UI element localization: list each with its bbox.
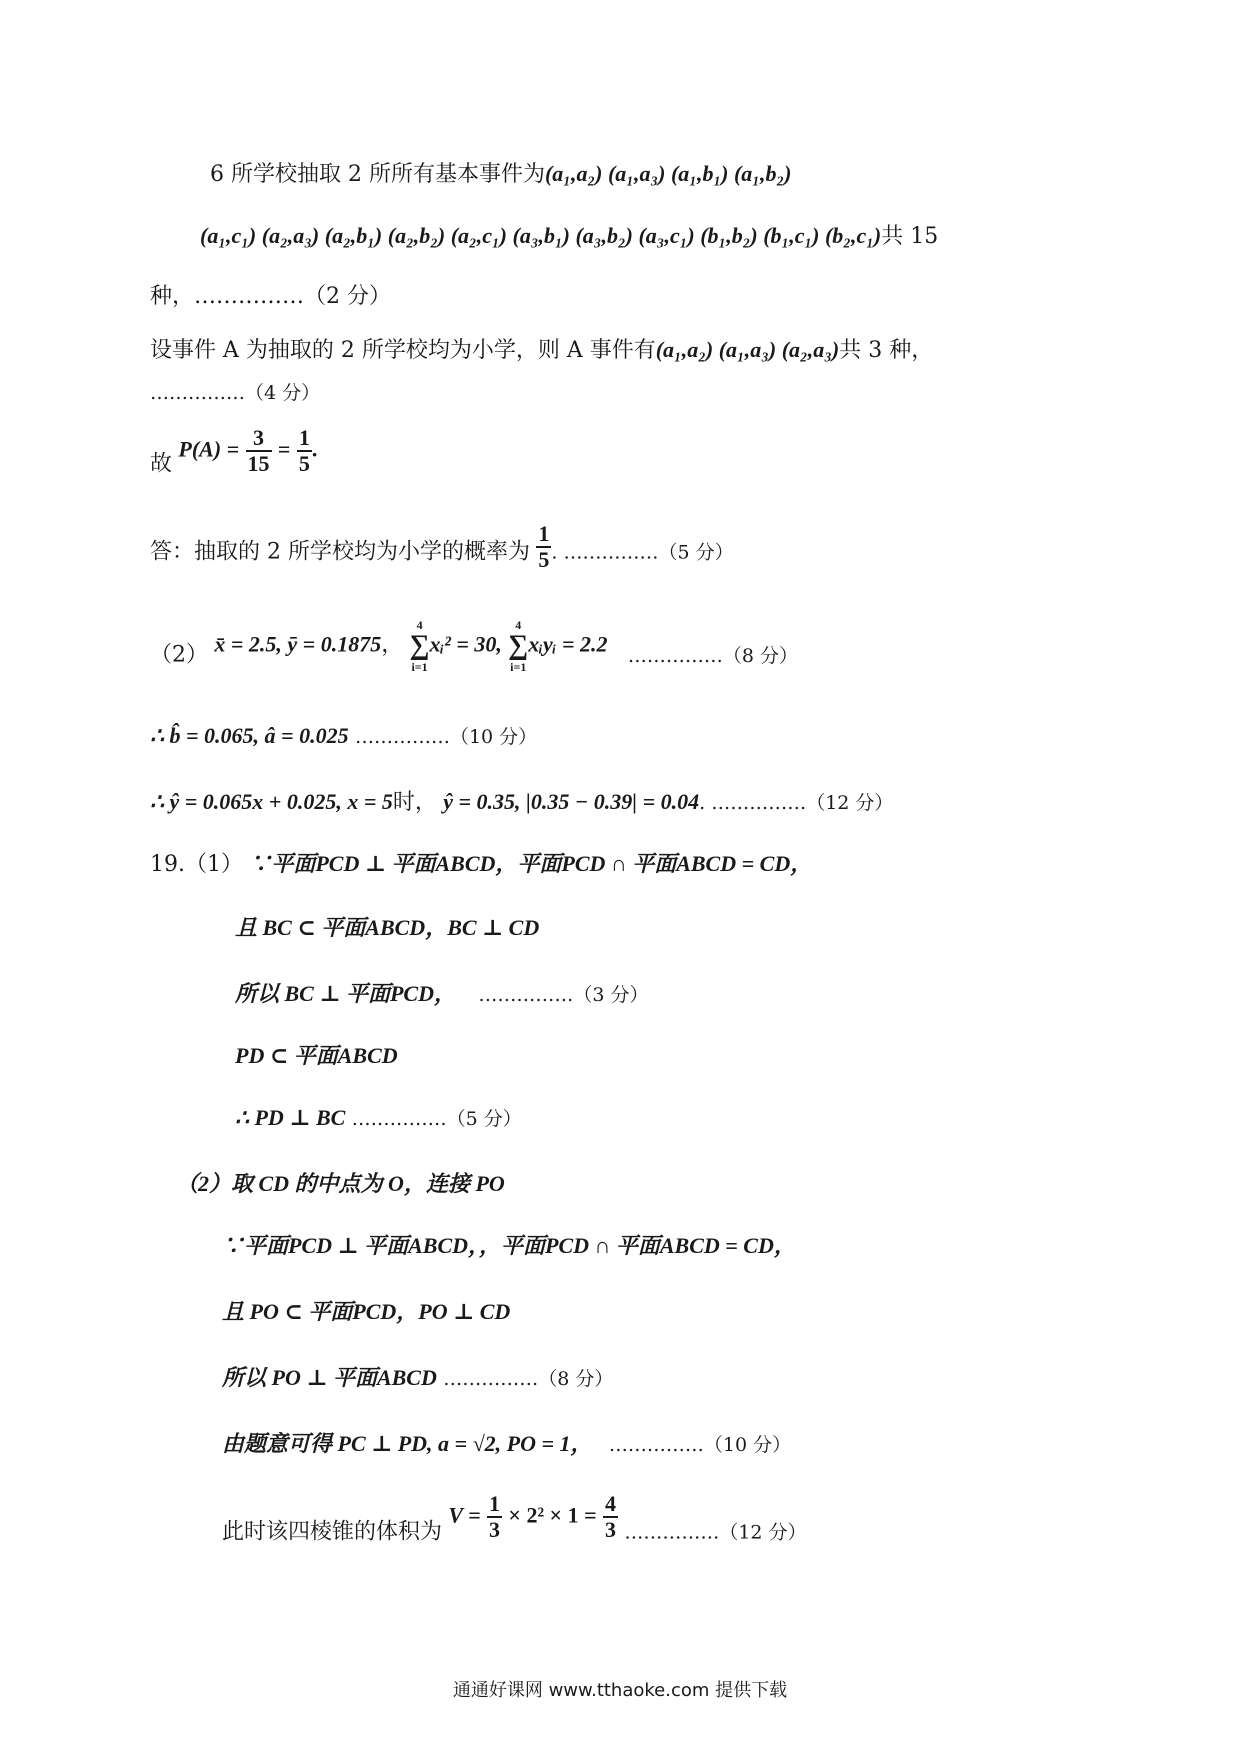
sum-symbol: 4 ∑ i=1 <box>409 618 430 674</box>
q19-part2-line5: 由题意可得 PC ⊥ PD, a = √2, PO = 1， ……………（10 分） <box>222 1431 792 1456</box>
q19-part2-line2: ∵平面PCD ⊥ 平面ABCD，，平面PCD ∩ 平面ABCD = CD， <box>222 1233 796 1258</box>
event-pairs-second: (a₁,c₁) (a₂,a₃) (a₂,b₁) (a₂,b₂) (a₂,c₁) (a₃,b₁) (a₃,b₂) (a₃,c₁) (b₁,b₂) (b₁,c₁) (b₂,c₁) <box>200 223 882 248</box>
score-line: ……………（4 分） <box>150 382 321 404</box>
event-a-line: 设事件 A 为抽取的 2 所学校均为小学，则 A 事件有(a₁,a₂) (a₁,a₃) (a₂,a₃)共 3 种， <box>150 337 934 363</box>
q19-part2-line3: 且 PO ⊂ 平面PCD，PO ⊥ CD <box>222 1299 511 1324</box>
prediction-line: ∴ ŷ = 0.065x + 0.025, x = 5时， ŷ = 0.35, |0.35 − 0.39| = 0.04. ……………（12 分） <box>150 789 894 815</box>
event-a-pairs: (a₁,a₂) (a₁,a₃) (a₂,a₃) <box>655 337 840 362</box>
q19-part1-line1: 19.（1） ∵平面PCD ⊥ 平面ABCD，平面PCD ∩ 平面ABCD = CD， <box>150 851 813 877</box>
fraction: $\frac{1}{5}$ <box>298 425 310 476</box>
sum-symbol: 4 ∑ i=1 <box>508 618 529 674</box>
fraction: $\frac{3}{15}$ <box>247 425 270 476</box>
q19-part1-line3: 所以 BC ⊥ 平面PCD， ……………（3 分） <box>235 981 649 1006</box>
q19-part1-line2: 且 BC ⊂ 平面ABCD，BC ⊥ CD <box>235 915 540 940</box>
q19-part1-line4: PD ⊂ 平面ABCD <box>235 1043 398 1068</box>
answer-line: 答：抽取的 2 所学校均为小学的概率为 $\frac{1}{5}$ . ……………（5 分） <box>150 521 734 572</box>
fraction: $\frac{1}{5}$ <box>538 521 550 572</box>
event-pairs-row: (a₁,c₁) (a₂,a₃) (a₂,b₁) (a₂,b₂) (a₂,c₁) (a₃,b₁) (a₃,b₂) (a₃,c₁) (b₁,b₂) (b₁,c₁) (b₂,c₁)共 15 <box>200 223 939 249</box>
volume-line: 此时该四棱锥的体积为 V = $\frac{1}{3}$ × 2² × 1 = $\frac{4}{3}$ ……………（12 分） <box>222 1491 807 1545</box>
footer-credit: 通通好课网 www.tthaoke.com 提供下载 <box>452 1680 788 1701</box>
q19-part2-line4: 所以 PO ⊥ 平面ABCD ……………（8 分） <box>222 1365 614 1390</box>
fraction: $\frac{4}{3}$ <box>604 1491 616 1542</box>
event-pairs-first: (a₁,a₂) (a₁,a₃) (a₁,b₁) (a₁,b₂) <box>544 161 792 186</box>
regression-stats: （2） x̄ = 2.5, ȳ = 0.1875， 4 ∑ i=1 xᵢ² = 30, 4 ∑ i=1 xᵢyᵢ = 2.2 ……………（8 分） <box>150 618 798 674</box>
coefficients-line: ∴ b̂ = 0.065, â = 0.025 ……………（10 分） <box>150 723 538 748</box>
events-intro: 6 所学校抽取 2 所所有基本事件为(a₁,a₂) (a₁,a₃) (a₁,b₁) (a₁,b₂) <box>210 161 792 187</box>
q19-part1-line5: ∴ PD ⊥ BC ……………（5 分） <box>235 1105 522 1130</box>
events-total-line: 种，……………（2 分） <box>150 284 391 309</box>
fraction: $\frac{1}{3}$ <box>489 1491 501 1542</box>
probability-formula: 故 P(A) = $\frac{3}{15}$ = $\frac{1}{5}$ . <box>150 425 318 477</box>
q19-part2-line1: （2）取 CD 的中点为 O，连接 PO <box>176 1171 505 1196</box>
